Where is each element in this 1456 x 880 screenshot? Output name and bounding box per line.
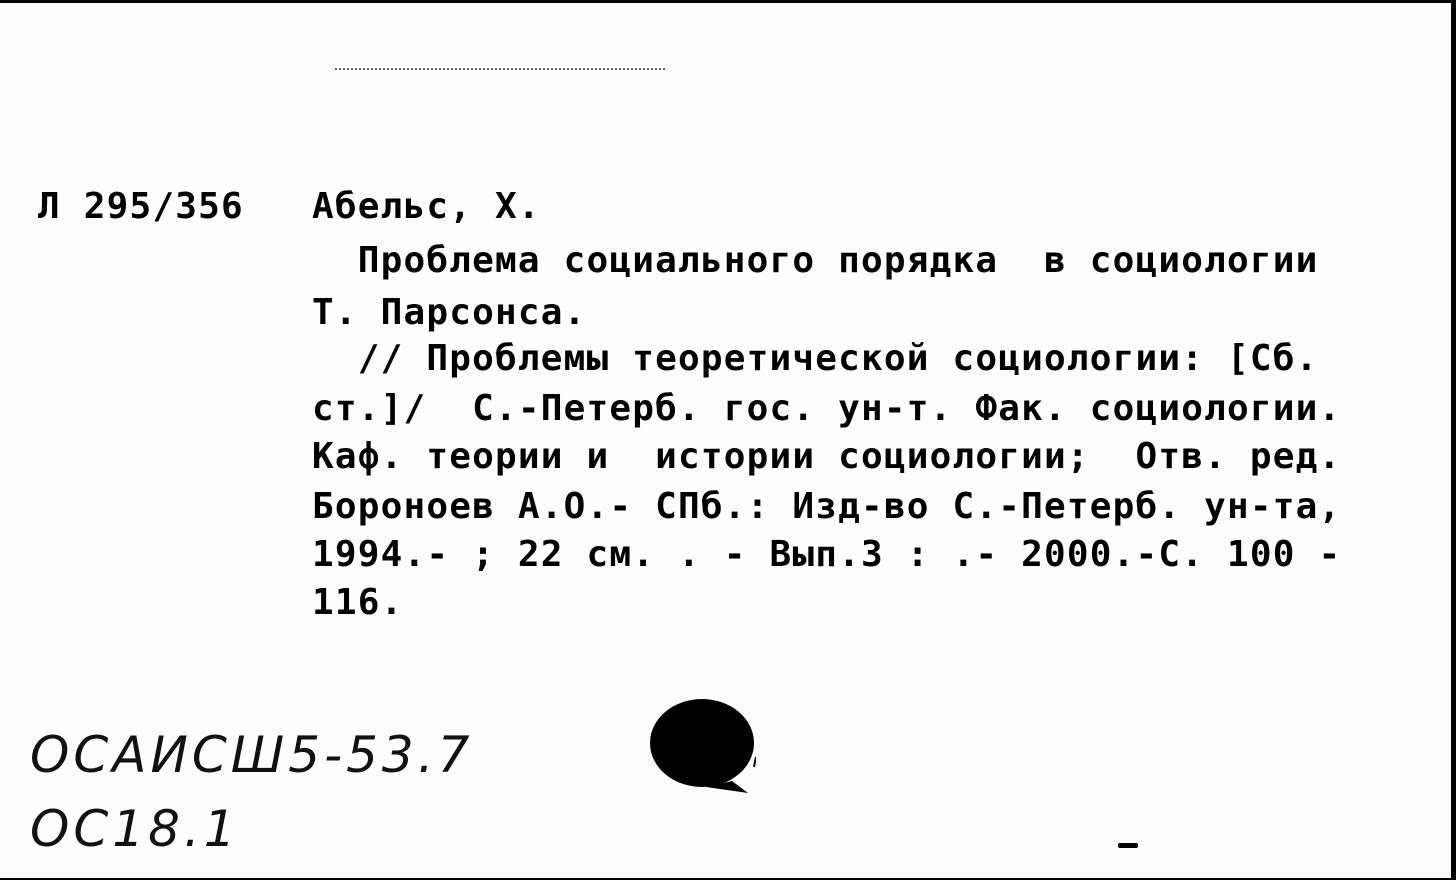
faint-dotted-mark — [335, 68, 665, 74]
card-top-edge — [0, 0, 1456, 3]
source-line-6: 116. — [312, 582, 404, 623]
source-line-4: Бороноев А.О.- СПб.: Изд-во С.-Петерб. ун-та, — [312, 486, 1342, 527]
author-heading: Абельс, Х. — [312, 186, 541, 227]
title-line-2: Т. Парсонса. — [312, 292, 587, 333]
source-line-1: // Проблемы теоретической социологии: [Сб. — [312, 338, 1319, 379]
ink-mark — [1118, 843, 1138, 848]
shelfmark: Л 295/356 — [38, 186, 244, 227]
card-right-edge — [1451, 0, 1456, 880]
source-line-5: 1994.- ; 22 см. . - Вып.3 : .- 2000.-С. 100 - — [312, 534, 1342, 575]
source-line-2: ст.]/ С.-Петерб. гос. ун-т. Фак. социологии. — [312, 388, 1342, 429]
source-line-3: Каф. теории и истории социологии; Отв. ред. — [312, 436, 1342, 477]
punch-hole-icon — [648, 697, 756, 795]
handwritten-classification-1: ОСАИСШ5-53.7 — [30, 726, 474, 784]
handwritten-classification-2: ОС18.1 — [30, 800, 240, 858]
title-line-1: Проблема социального порядка в социологии — [312, 240, 1319, 281]
